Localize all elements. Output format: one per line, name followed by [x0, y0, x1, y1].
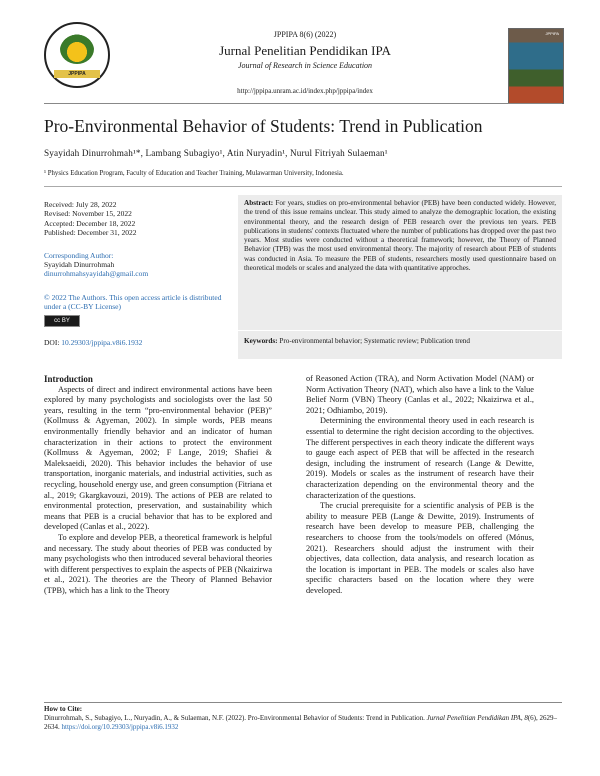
cover-label: JPPIPA: [545, 31, 559, 36]
cc-by-badge-icon: cc BY: [44, 315, 80, 327]
affiliation: ¹ Physics Education Program, Faculty of Education and Teacher Training, Mulawarman University, Indonesia.: [44, 170, 344, 177]
keywords: [244, 337, 556, 346]
corresponding-author-name: Syayidah Dinurrohmah: [44, 260, 115, 269]
journal-name: Jurnal Penelitian Pendidikan IPA: [219, 43, 391, 58]
published-date: Published: December 31, 2022: [44, 228, 137, 238]
how-to-cite-label: How to Cite:: [44, 705, 83, 713]
journal-subtitle: Journal of Research in Science Education: [237, 61, 373, 70]
accepted-date: Accepted: December 18, 2022: [44, 218, 136, 228]
paragraph: of Reasoned Action (TRA), and Norm Activation Model (NAM) or Norm Activation Theory (NAT), which also have a link to the Value Belief Norm (VBN) Theory (Canlas et al., 2022; Nkaizirwa et al., 2021; Odhiambo, 2019).: [306, 374, 534, 415]
doi-line: [44, 338, 142, 347]
received-date: Received: July 28, 2022: [44, 200, 117, 209]
corresponding-author-label: Corresponding Author:: [44, 251, 114, 260]
citation-text: Dinurrohmah, S., Subagiyo, L., Nuryadin, A., & Sulaeman, N.F. (2022). Pro-Environmental Behavior of Students: Trend in Publication.: [44, 714, 425, 722]
journal-cover-image: [508, 28, 564, 104]
footer-divider: [44, 702, 562, 703]
journal-url[interactable]: http://jppipa.unram.ac.id/index.php/jppipa/index: [237, 87, 373, 95]
keywords-label: Keywords:: [244, 337, 278, 345]
issue-label: JPPIPA 8(6) (2022): [273, 30, 337, 39]
journal-logo: [44, 22, 110, 88]
abstract-label: Abstract:: [244, 199, 274, 207]
paper-title: Pro-Environmental Behavior of Students: Trend in Publication: [44, 116, 483, 136]
title-divider: [44, 186, 562, 187]
citation-journal: Jurnal Penelitian Pendidikan IPA, 8: [426, 714, 528, 722]
citation-link[interactable]: https://doi.org/10.29303/jppipa.v8i6.1932: [61, 723, 179, 731]
header-divider: [44, 103, 562, 104]
abstract-divider: [238, 330, 562, 331]
license-statement[interactable]: © 2022 The Authors. This open access article is distributed under a (CC-BY License): [44, 293, 222, 312]
body-column-right: [306, 374, 534, 596]
logo-emblem-icon: [60, 34, 94, 64]
paragraph: To explore and develop PEB, a theoretical framework is helpful and necessary. The study about theories of PEB was conducted by many psychologists who then introduced several behavioral theories with different perspectives to explain the aspects of PEB (Nkaizirwa et al., 2021). The theories are the Theory of Planned Behavior (TPB), which has a link to the Theory: [44, 532, 272, 595]
author-list: Syayidah Dinurrohmah¹*, Lambang Subagiyo¹, Atin Nuryadin¹, Nurul Fitriyah Sulaeman¹: [44, 148, 388, 158]
revised-date: Revised: November 15, 2022: [44, 209, 132, 219]
paragraph: The crucial prerequisite for a scientific analysis of PEB is the ability to measure PEB (Lange & Dewitte, 2019). Instruments of research have been develop to measure PEB, challenging the researchers to choose from the tools/models on offered (Mónus, 2021). Researchers should adjust the instrument with their objectives, data collection, data analysis, and research location as the location is important in PEB. The models or scales also have specific characters based on the location where they were developed.: [306, 501, 534, 595]
corresponding-author-email[interactable]: dinurrohmahsyayidah@gmail.com: [44, 269, 149, 278]
logo-text: JPPIPA: [54, 70, 100, 78]
section-heading: Introduction: [44, 374, 93, 384]
body-column-left: [44, 374, 272, 596]
abstract-text: For years, studies on pro-environmental behavior (PEB) have been conducted widely. However, the trend of this issue remains unclear. This study aimed to analyze the demographic location, the existing environmental theory, and the research design of PEB research over the previous ten years. PEB publications in students' contexts fluctuated where the number of publications has dropped over the past two years. Most studies were conducted without a theoretical framework; however, the Theory of Planned Behavior (TPB) was the most used environmental theory. The majority of research about PEB of students was conducted in Asia. To measure the PEB of students, researchers mostly used questionnaire based on theoretical models or scales and analyzed the data with quantitative approches.: [244, 199, 556, 273]
paragraph: Determining the environmental theory used in each research is essential to determine the right decision according to the objectives. The different perspectives in each theory indicate the different ways to gauge each aspect of PEB that will be affected in the research design, including the instrument of research (Lange & Dewitte, 2019). Models or scales as the instrument of research have their characterization depending on the environmental theory and the characterization of the questions.: [306, 416, 534, 500]
citation: [44, 714, 562, 732]
paragraph: Aspects of direct and indirect environmental actions have been explored by many psychologists and sociologists over the last 50 years, resulting in the term “pro-environmental behavior (PEB)” (Kollmuss & Agyeman, 2002). In simple words, PEB means environmentally friendly behavior and an indicator of human characterization in their actions to protect the environment (Kollmuss & Agyeman, 2002; F Lange, 2019; Shafiei & Maleksaeidi, 2020). This behavior includes the behavior of use transportation, inorganic materials, and industrial activities, such as recycling, household energy use, and green consumption (Fitriana et al., 2019; Gkargkavouzi, 2019). The actions of PEB are related to environmental protection, preservation, and sustainability which means that PEB is a crucial behavior that has to be explored and developed (Canlas et al., 2022).: [44, 384, 272, 532]
doi-link[interactable]: 10.29303/jppipa.v8i6.1932: [61, 338, 143, 347]
keywords-text: Pro-environmental behavior; Systematic review; Publication trend: [279, 337, 470, 345]
doi-label: DOI:: [44, 338, 60, 347]
journal-info: [150, 30, 460, 70]
citation-pages: (6), 2629–2634.: [44, 714, 557, 731]
abstract: [244, 199, 556, 273]
article-dates: [44, 200, 230, 238]
